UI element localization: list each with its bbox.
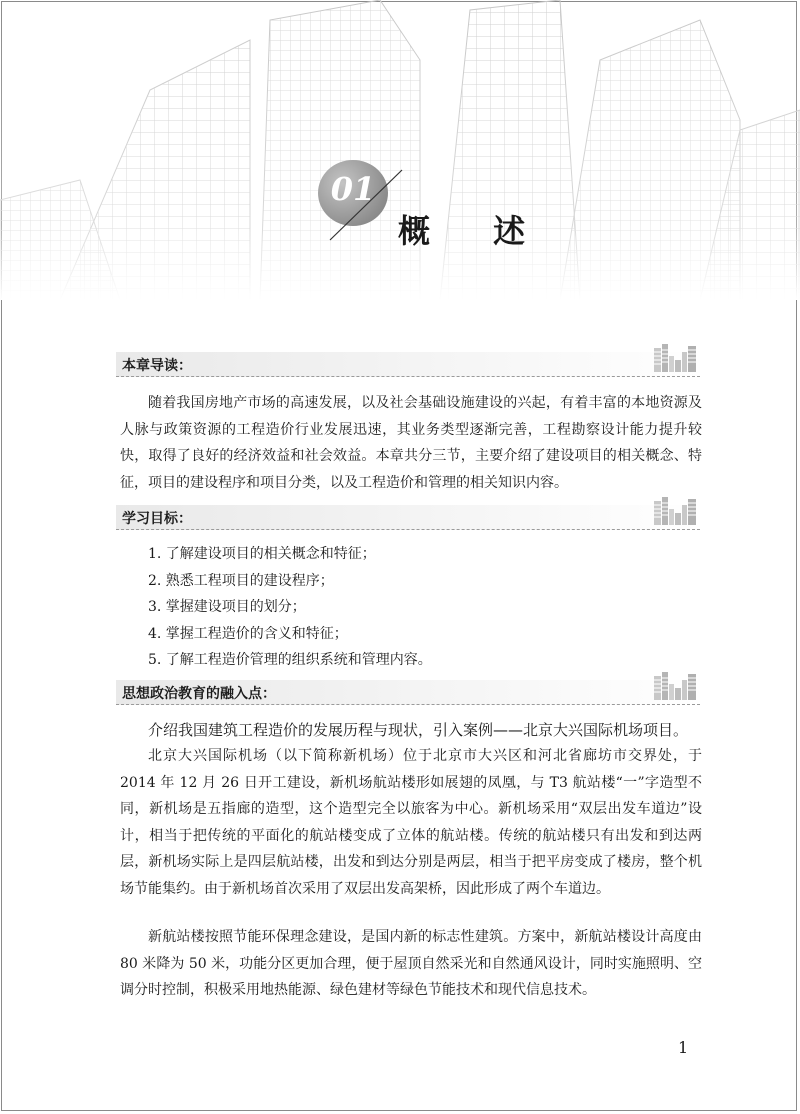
chapter-title: 概 述 [398, 212, 552, 250]
list-item: 3. 掌握建设项目的划分； [148, 599, 306, 615]
section-header-guide [116, 352, 700, 377]
ideology-intro: 介绍我国建筑工程造价的发展历程与现状，引入案例——北京大兴国际机场项目。 [148, 721, 689, 739]
list-item: 5. 了解工程造价管理的组织系统和管理内容。 [148, 652, 432, 668]
buildings-icon [652, 342, 700, 372]
ideology-paragraph-2: 新航站楼按照节能环保理念建设，是国内新的标志性建筑。方案中，新航站楼设计高度由 80 米降为 50 米，功能分区更加合理，便于屋顶自然采光和自然通风设计，同时实施照明、空调分时控制，积极采用地热能源、绿色建材等绿色节能技术和现代信息技术。 [120, 929, 702, 998]
section-label-guide: 本章导读： [122, 358, 192, 374]
learning-goals-list [148, 541, 432, 674]
section-label-ideology: 思想政治教育的融入点： [122, 686, 276, 702]
section-header-goals [116, 505, 700, 530]
page-number: 1 [678, 1038, 689, 1057]
buildings-icon [652, 670, 700, 700]
buildings-icon [652, 495, 700, 525]
list-item: 1. 了解建设项目的相关概念和特征； [148, 546, 376, 562]
section-header-ideology [116, 680, 700, 705]
ideology-paragraph-1: 北京大兴国际机场（以下简称新机场）位于北京市大兴区和河北省廊坊市交界处，于 2014 年 12 月 26 日开工建设，新机场航站楼形如展翅的凤凰，与 T3 航站楼“一”字造型不同，新机场是五指廊的造型，这个造型完全以旅客为中心。新机场采用“双层出发车道边”设计，相当于把传统的平面化的航站楼变成了立体的航站楼。传统的航站楼只有出发和到达两层，新机场实际上是四层航站楼，出发和到达分别是两层，相当于把平房变成了楼房，整个机场节能集约。由于新机场首次采用了双层出发高架桥，因此形成了两个车道边。 [120, 748, 702, 897]
list-item: 2. 熟悉工程项目的建设程序； [148, 572, 334, 589]
guide-paragraph: 随着我国房地产市场的高速发展，以及社会基础设施建设的兴起，有着丰富的本地资源及人脉与政策资源的工程造价行业发展迅速，其业务类型逐渐完善，工程勘察设计能力提升较快，取得了良好的经济效益和社会效益。本章共分三节，主要介绍了建设项目的相关概念、特征，项目的建设程序和项目分类，以及工程造价和管理的相关知识内容。 [120, 395, 702, 491]
section-label-goals: 学习目标： [122, 511, 192, 527]
list-item: 4. 掌握工程造价的含义和特征； [148, 625, 348, 642]
chapter-number: 01 [330, 170, 376, 208]
chapter-divider-line [0, 0, 800, 300]
